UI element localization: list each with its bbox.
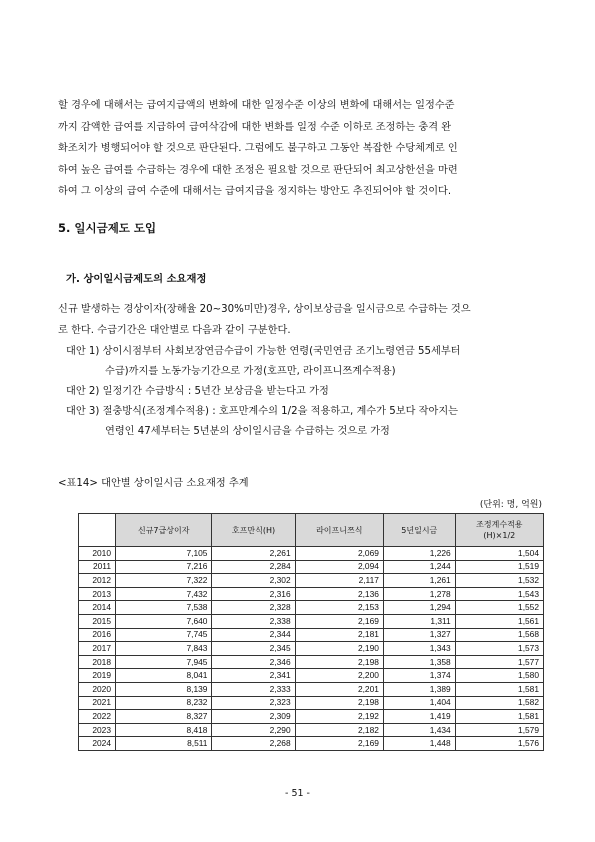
cell-year: 2018	[79, 655, 116, 669]
cell-new-claimants: 8,511	[116, 737, 212, 751]
table-body	[79, 547, 544, 751]
cell-year: 2021	[79, 696, 116, 710]
intro-line: 하여 높은 급여를 수급하는 경우에 대한 조정은 필요할 것으로 판단되어 최고상한선을 마련	[58, 164, 458, 176]
cell-hoffman: 2,290	[212, 723, 295, 737]
table-row	[79, 587, 544, 601]
page-number: - 51 -	[285, 788, 310, 799]
intro-line: 까지 감액한 급여를 지급하여 급여삭감에 대한 변화를 일정 수준 이하로 조정하는 충격 완	[58, 121, 452, 133]
table-row	[79, 601, 544, 615]
cell-adjusted: 1,504	[455, 547, 543, 561]
header-adjusted	[455, 514, 543, 547]
table-row	[79, 628, 544, 642]
intro-line: 할 경우에 대해서는 급여지급액의 변화에 대한 일정수준 이상의 변화에 대해서는 일정수준	[58, 100, 455, 111]
cell-year: 2013	[79, 587, 116, 601]
subsection-title: 가. 상이일시금제도의 소요재정	[66, 273, 207, 285]
header-hoffman: 호프만식(H)	[212, 514, 295, 547]
cell-new-claimants: 7,216	[116, 560, 212, 574]
table-row	[79, 710, 544, 724]
cell-5yr-lumpsum: 1,311	[383, 614, 455, 628]
header-adjusted-line1: 조정계수적용	[476, 520, 523, 529]
cell-new-claimants: 8,232	[116, 696, 212, 710]
cell-hoffman: 2,302	[212, 574, 295, 588]
cell-adjusted: 1,577	[455, 655, 543, 669]
cell-new-claimants: 7,843	[116, 642, 212, 656]
cell-5yr-lumpsum: 1,278	[383, 587, 455, 601]
header-corner	[79, 514, 116, 547]
cell-5yr-lumpsum: 1,358	[383, 655, 455, 669]
alternative-3-line2: 연령인 47세부터는 5년분의 상이일시금을 수급하는 것으로 가정	[105, 426, 390, 437]
cell-year: 2015	[79, 614, 116, 628]
cell-year: 2022	[79, 710, 116, 724]
cell-adjusted: 1,579	[455, 723, 543, 737]
table-row	[79, 560, 544, 574]
cell-year: 2014	[79, 601, 116, 615]
cell-year: 2023	[79, 723, 116, 737]
cell-year: 2016	[79, 628, 116, 642]
table-row	[79, 682, 544, 696]
table-row	[79, 574, 544, 588]
section-title: 5. 일시금제도 도입	[58, 221, 157, 235]
cell-adjusted: 1,576	[455, 737, 543, 751]
cell-leibniz: 2,117	[295, 574, 383, 588]
intro-line: 하여 그 이상의 급여 수준에 대해서는 급여지급을 정지하는 방안도 추진되어야 할 것이다.	[58, 186, 452, 197]
table-row	[79, 669, 544, 683]
cell-leibniz: 2,181	[295, 628, 383, 642]
header-leibniz: 라이프니쯔식	[295, 514, 383, 547]
cell-new-claimants: 8,327	[116, 710, 212, 724]
alternative-1-line1: 대안 1) 상이시점부터 사회보장연금수급이 가능한 연령(국민연금 조기노령연금 55세부터	[66, 346, 461, 357]
cell-new-claimants: 7,538	[116, 601, 212, 615]
table-row	[79, 737, 544, 751]
cell-5yr-lumpsum: 1,448	[383, 737, 455, 751]
table-row	[79, 696, 544, 710]
cell-leibniz: 2,200	[295, 669, 383, 683]
table-row	[79, 655, 544, 669]
body-paragraph	[58, 300, 542, 341]
header-5yr-lumpsum: 5년일시금	[383, 514, 455, 547]
body-line: 로 한다. 수급기간은 대안별로 다음과 같이 구분한다.	[58, 324, 291, 336]
cell-adjusted: 1,581	[455, 710, 543, 724]
cell-leibniz: 2,190	[295, 642, 383, 656]
cell-leibniz: 2,169	[295, 614, 383, 628]
intro-paragraph	[58, 95, 542, 203]
cell-new-claimants: 7,745	[116, 628, 212, 642]
cell-adjusted: 1,582	[455, 696, 543, 710]
cell-5yr-lumpsum: 1,294	[383, 601, 455, 615]
cell-adjusted: 1,573	[455, 642, 543, 656]
cell-hoffman: 2,284	[212, 560, 295, 574]
cell-adjusted: 1,568	[455, 628, 543, 642]
cell-new-claimants: 8,041	[116, 669, 212, 683]
alternative-3-line1: 대안 3) 절충방식(조정계수적용) : 호프만계수의 1/2을 적용하고, 계수가 5보다 작아지는	[66, 406, 459, 417]
table-row	[79, 642, 544, 656]
cell-new-claimants: 8,139	[116, 682, 212, 696]
cell-new-claimants: 7,945	[116, 655, 212, 669]
cell-5yr-lumpsum: 1,389	[383, 682, 455, 696]
cell-hoffman: 2,309	[212, 710, 295, 724]
cell-adjusted: 1,552	[455, 601, 543, 615]
cell-leibniz: 2,192	[295, 710, 383, 724]
cell-leibniz: 2,201	[295, 682, 383, 696]
cell-leibniz: 2,069	[295, 547, 383, 561]
cell-hoffman: 2,346	[212, 655, 295, 669]
cell-year: 2017	[79, 642, 116, 656]
cell-new-claimants: 7,640	[116, 614, 212, 628]
cell-5yr-lumpsum: 1,374	[383, 669, 455, 683]
cell-5yr-lumpsum: 1,261	[383, 574, 455, 588]
header-new-claimants: 신규7급상이자	[116, 514, 212, 547]
cell-hoffman: 2,345	[212, 642, 295, 656]
cell-leibniz: 2,153	[295, 601, 383, 615]
cell-5yr-lumpsum: 1,226	[383, 547, 455, 561]
cell-leibniz: 2,169	[295, 737, 383, 751]
cell-hoffman: 2,344	[212, 628, 295, 642]
table-unit: (단위: 명, 억원)	[479, 500, 542, 510]
cell-hoffman: 2,333	[212, 682, 295, 696]
cell-year: 2012	[79, 574, 116, 588]
cell-hoffman: 2,341	[212, 669, 295, 683]
cell-5yr-lumpsum: 1,244	[383, 560, 455, 574]
cell-hoffman: 2,268	[212, 737, 295, 751]
cell-adjusted: 1,580	[455, 669, 543, 683]
cell-new-claimants: 7,322	[116, 574, 212, 588]
cell-leibniz: 2,136	[295, 587, 383, 601]
body-line: 신규 발생하는 경상이자(장해율 20~30%미만)경우, 상이보상금을 일시금으로 수급하는 것으	[58, 304, 471, 315]
alternative-1-line2: 수급)까지를 노동가능기간으로 가정(호프만, 라이프니쯔계수적용)	[105, 366, 396, 377]
cell-year: 2024	[79, 737, 116, 751]
table-header-row	[79, 514, 544, 547]
table-row	[79, 614, 544, 628]
cell-adjusted: 1,543	[455, 587, 543, 601]
cell-leibniz: 2,198	[295, 696, 383, 710]
cell-leibniz: 2,198	[295, 655, 383, 669]
cell-5yr-lumpsum: 1,404	[383, 696, 455, 710]
cell-adjusted: 1,561	[455, 614, 543, 628]
cell-hoffman: 2,261	[212, 547, 295, 561]
cell-hoffman: 2,316	[212, 587, 295, 601]
cell-5yr-lumpsum: 1,419	[383, 710, 455, 724]
estimate-table	[78, 513, 544, 751]
intro-line: 화조치가 병행되어야 할 것으로 판단된다. 그럼에도 불구하고 그동안 복잡한 수당체계로 인	[58, 143, 458, 154]
cell-adjusted: 1,532	[455, 574, 543, 588]
cell-hoffman: 2,338	[212, 614, 295, 628]
cell-year: 2011	[79, 560, 116, 574]
alternative-2-line1: 대안 2) 일정기간 수급방식 : 5년간 보상금을 받는다고 가정	[66, 386, 329, 397]
cell-5yr-lumpsum: 1,327	[383, 628, 455, 642]
cell-leibniz: 2,182	[295, 723, 383, 737]
cell-5yr-lumpsum: 1,343	[383, 642, 455, 656]
table-title: <표14> 대안별 상이일시금 소요재정 추계	[58, 478, 249, 489]
cell-new-claimants: 7,432	[116, 587, 212, 601]
header-adjusted-line2: (H)×1/2	[483, 531, 516, 540]
cell-new-claimants: 7,105	[116, 547, 212, 561]
cell-hoffman: 2,323	[212, 696, 295, 710]
cell-new-claimants: 8,418	[116, 723, 212, 737]
table-row	[79, 547, 544, 561]
cell-adjusted: 1,581	[455, 682, 543, 696]
cell-year: 2019	[79, 669, 116, 683]
cell-year: 2010	[79, 547, 116, 561]
table-row	[79, 723, 544, 737]
cell-leibniz: 2,094	[295, 560, 383, 574]
cell-hoffman: 2,328	[212, 601, 295, 615]
cell-year: 2020	[79, 682, 116, 696]
cell-adjusted: 1,519	[455, 560, 543, 574]
cell-5yr-lumpsum: 1,434	[383, 723, 455, 737]
